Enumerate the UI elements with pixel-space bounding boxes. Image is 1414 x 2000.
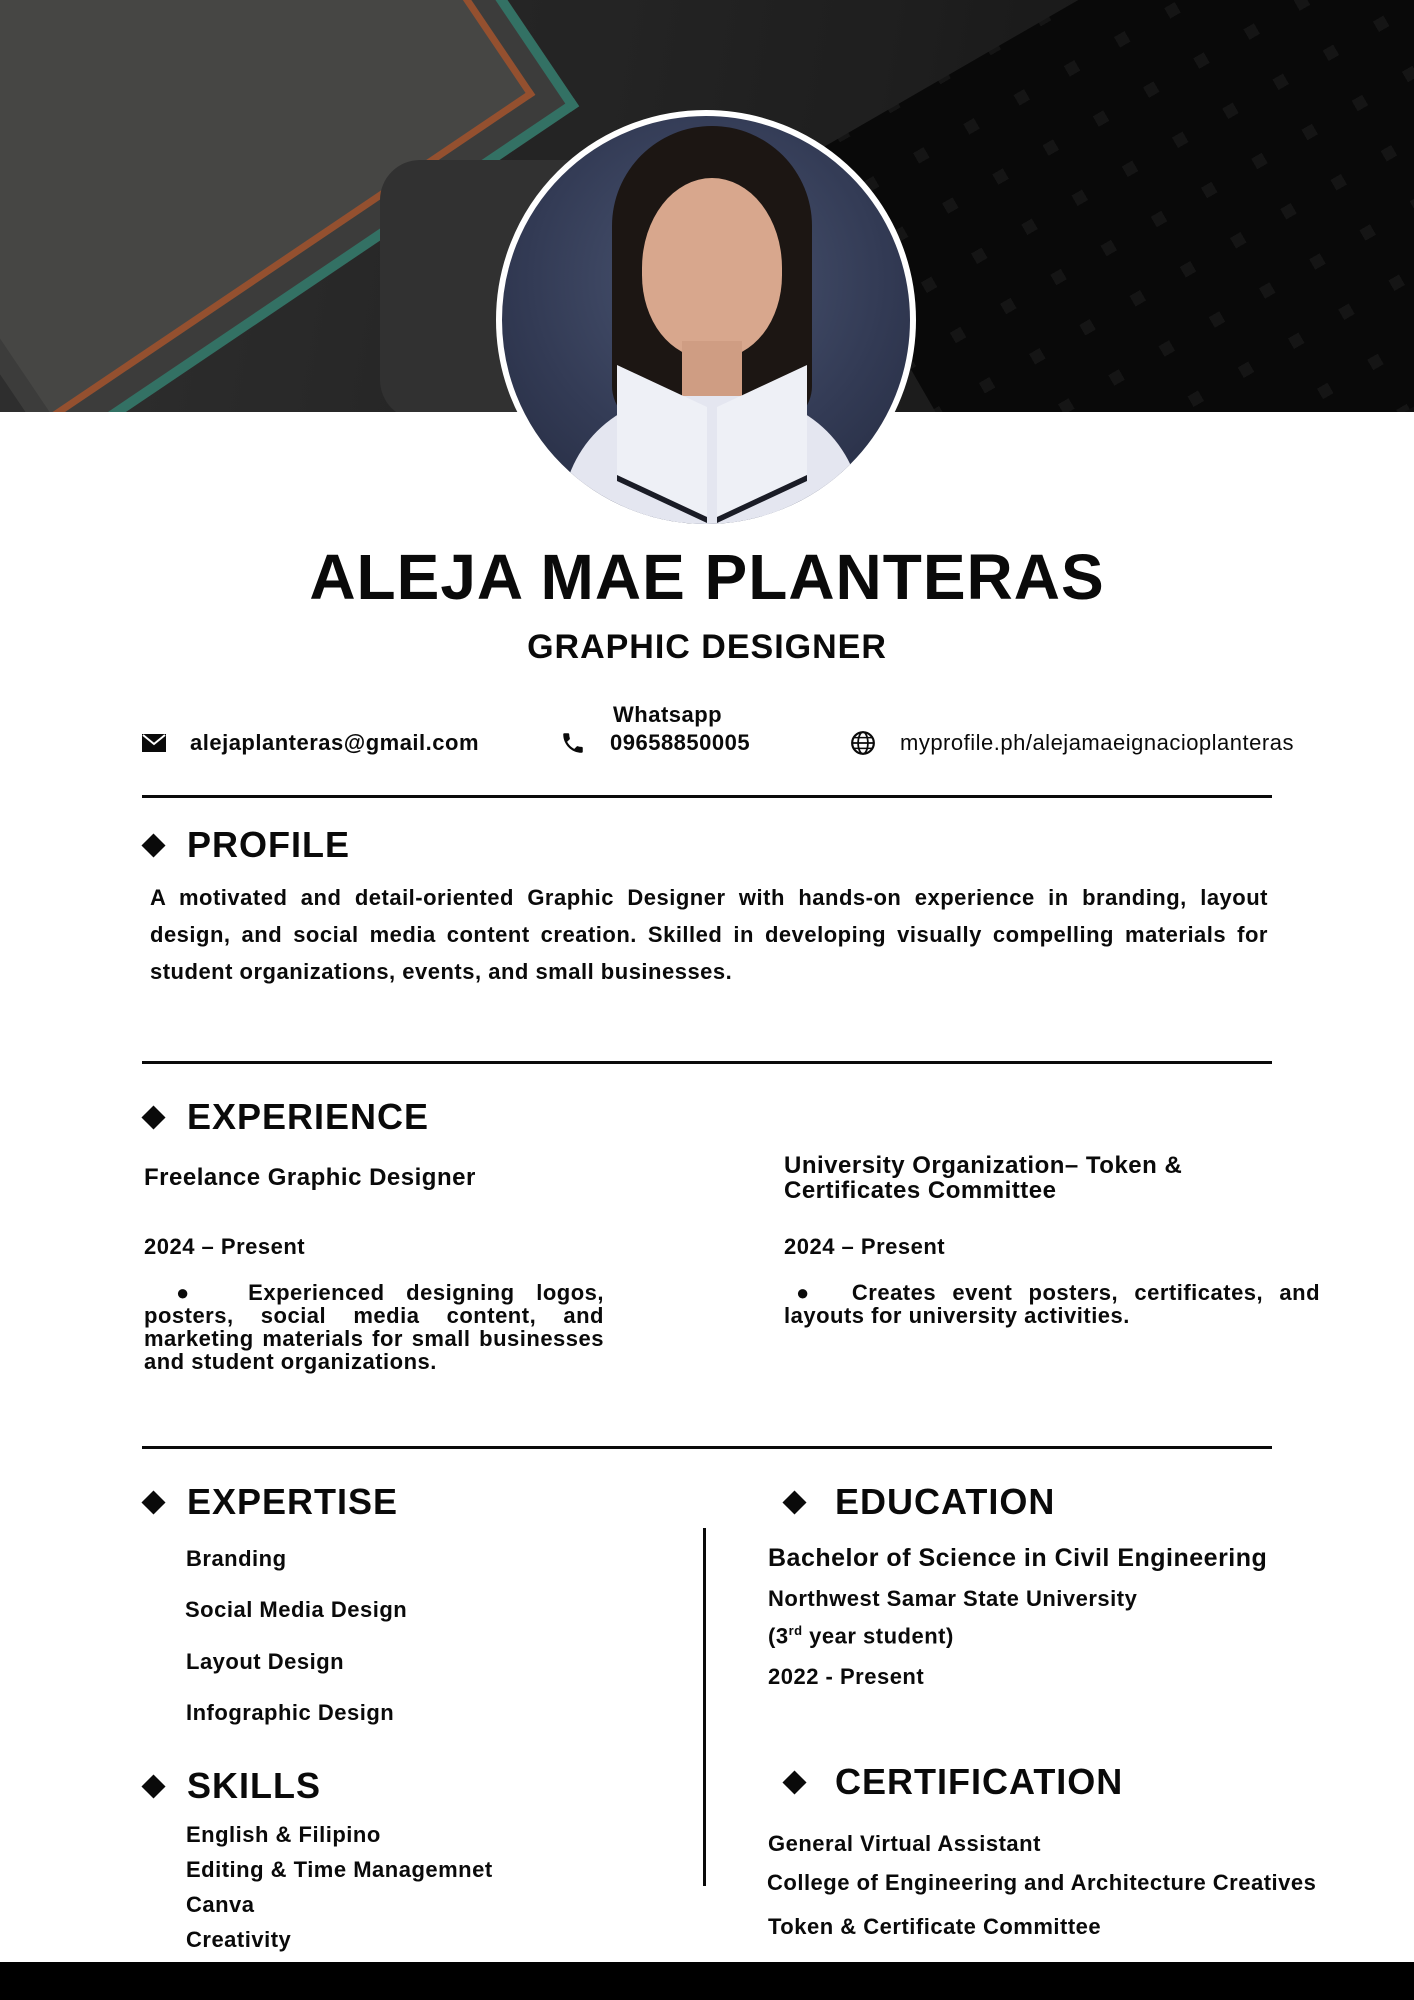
- diamond-icon: [141, 1490, 165, 1514]
- diamond-icon: [141, 1774, 165, 1798]
- contact-phone[interactable]: [560, 730, 750, 756]
- phone-icon: [560, 730, 586, 756]
- job-role: Freelance Graphic Designer: [144, 1164, 476, 1191]
- experience-heading: EXPERIENCE: [145, 1096, 429, 1138]
- expertise-heading: EXPERTISE: [145, 1481, 398, 1523]
- expertise-item: Infographic Design: [186, 1700, 395, 1725]
- website-text: myprofile.ph/alejamaeignacioplanteras: [900, 730, 1294, 755]
- expertise-item: Branding: [186, 1546, 287, 1571]
- expertise-item: Layout Design: [186, 1649, 345, 1674]
- phone-text: 09658850005: [610, 730, 751, 755]
- diamond-icon: [141, 833, 165, 857]
- contact-email[interactable]: [142, 730, 479, 756]
- diamond-icon: [782, 1490, 806, 1514]
- divider: [142, 1446, 1272, 1449]
- bullet-icon: ●: [176, 1280, 249, 1305]
- skill-item: Editing & Time Managemnet: [186, 1857, 493, 1882]
- job-bullet: ● Creates event posters, certificates, and layouts for university activities.: [784, 1280, 1321, 1328]
- job-bullet: ● Experienced designing logos, posters, social media content, and marketing materials for small businesses and student organizations.: [144, 1280, 604, 1374]
- expertise-item: Social Media Design: [185, 1597, 408, 1622]
- job-role: University Organization– Token & Certificates Committee: [784, 1152, 1183, 1204]
- bullet-icon: ●: [796, 1280, 852, 1305]
- job-dates: 2024 – Present: [144, 1234, 306, 1259]
- school: Northwest Samar State University: [768, 1586, 1138, 1611]
- job-title: GRAPHIC DESIGNER: [527, 628, 887, 666]
- footer-bar: [0, 1962, 1414, 2000]
- diamond-icon: [141, 1105, 165, 1129]
- email-text: alejaplanteras@gmail.com: [190, 730, 480, 755]
- certification-item: Token & Certificate Committee: [768, 1914, 1102, 1939]
- mail-icon: [142, 734, 166, 752]
- globe-icon: [850, 730, 876, 756]
- profile-heading: PROFILE: [145, 824, 350, 866]
- job-dates: 2024 – Present: [784, 1234, 946, 1259]
- divider: [142, 1061, 1272, 1064]
- column-divider: [703, 1528, 706, 1886]
- certification-item: General Virtual Assistant: [768, 1831, 1041, 1856]
- contact-website[interactable]: [850, 730, 1294, 756]
- certification-heading: CERTIFICATION: [786, 1761, 1123, 1803]
- certification-item: College of Engineering and Architecture Creatives: [767, 1870, 1317, 1895]
- skills-heading: SKILLS: [145, 1765, 321, 1807]
- skill-item: English & Filipino: [186, 1822, 381, 1847]
- education-dates: 2022 - Present: [768, 1664, 925, 1689]
- degree: Bachelor of Science in Civil Engineering: [768, 1544, 1268, 1572]
- skill-item: Creativity: [186, 1927, 292, 1952]
- skill-item: Canva: [186, 1892, 255, 1917]
- candidate-name: ALEJA MAE PLANTERAS: [309, 541, 1105, 613]
- divider: [142, 795, 1272, 798]
- profile-photo: [496, 110, 916, 530]
- whatsapp-label: Whatsapp: [613, 702, 723, 727]
- profile-text: A motivated and detail-oriented Graphic Designer with hands-on experience in branding, layout design, and social media content creation. Skilled in developing visually compelling materials for student organizations, events, and small businesses.: [150, 885, 1268, 984]
- education-heading: EDUCATION: [786, 1481, 1055, 1523]
- diamond-icon: [782, 1770, 806, 1794]
- year-level: (3rd year student): [768, 1623, 954, 1649]
